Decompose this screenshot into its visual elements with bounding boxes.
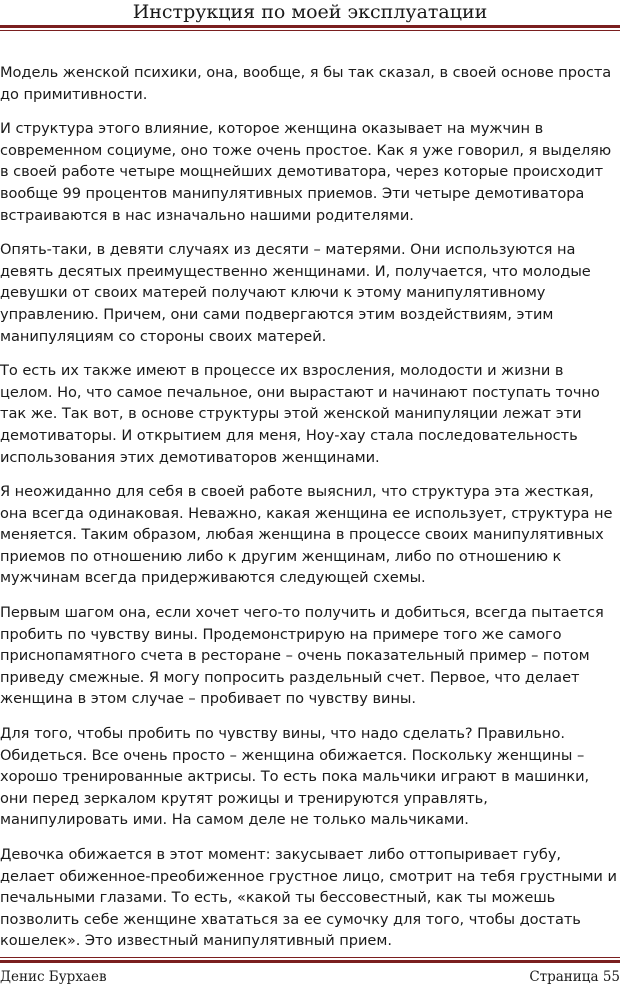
header-rule-thick xyxy=(0,25,620,28)
paragraph-8: Девочка обижается в этот момент: закусывает либо оттопыривает губу, делает обиженное-преобиженное грустное лицо, смотрит на тебя грустными и печальными глазами. То есть, «какой ты бессовестный, как ты можешь позволить себе женщине хвататься за ее сумочку для того, чтобы достать кошелек». Это известный манипулятивный прием. xyxy=(0,846,617,950)
paragraph-6: Первым шагом она, если хочет чего-то получить и добиться, всегда пытается пробить по чувству вины. Продемонстрирую на примере того же самого приснопамятного счета в ресторане – очень показательный пример – потом приведу смежные. Я могу попросить раздельный счет. Первое, что делает женщина в этом случае – пробивает по чувству вины. xyxy=(0,604,604,708)
footer-page-number: Страница 55 xyxy=(529,969,620,985)
header-rule-thin xyxy=(0,30,620,31)
page-body xyxy=(0,62,618,965)
paragraph-1: Модель женской психики, она, вообще, я бы так сказал, в своей основе проста до примитивности. xyxy=(0,64,612,103)
paragraph-2: И структура этого влияние, которое женщина оказывает на мужчин в современном социуме, оно тоже очень простое. Как я уже говорил, я выделяю в своей работе четыре мощнейших демотиватора, через которые происходит вообще 99 процентов манипулятивных приемов. Эти четыре демотиватора встраиваются в нас изначально нашими родителями. xyxy=(0,120,612,224)
paragraph-3: Опять-таки, в девяти случаях из десяти – матерями. Они используются на девять десятых преимущественно женщинами. И, получается, что молодые девушки от своих матерей получают ключи к этому манипулятивному управлению. Причем, они сами подвергаются этим воздействиям, этим манипуляциям со стороны своих матерей. xyxy=(0,241,591,345)
paragraph-4: То есть их также имеют в процессе их взросления, молодости и жизни в целом. Но, что самое печальное, они вырастают и начинают поступать точно так же. Так вот, в основе структуры этой женской манипуляции лежат эти демотиваторы. И открытием для меня, Ноу-хау стала последовательность использования этих демотиваторов женщинами. xyxy=(0,362,600,466)
footer-rule-thin xyxy=(0,957,620,958)
page-footer xyxy=(0,962,620,989)
paragraph-5: Я неожиданно для себя в своей работе выяснил, что структура эта жесткая, она всегда одинаковая. Неважно, какая женщина ее использует, структура не меняется. Таким образом, любая женщина в процессе своих манипулятивных приемов по отношению либо к другим женщинам, либо по отношению к мужчинам всегда придерживаются следующей схемы. xyxy=(0,483,613,587)
paragraph-7: Для того, чтобы пробить по чувству вины, что надо сделать? Правильно. Обидеться. Все очень просто – женщина обижается. Поскольку женщины – хорошо тренированные актрисы. То есть пока мальчики играют в машинки, они перед зеркалом крутят рожицы и тренируются управлять, манипулировать ими. На самом деле не только мальчиками. xyxy=(0,725,590,829)
footer-author: Денис Бурхаев xyxy=(0,969,107,985)
header-title: Инструкция по моей эксплуатации xyxy=(132,1,488,23)
